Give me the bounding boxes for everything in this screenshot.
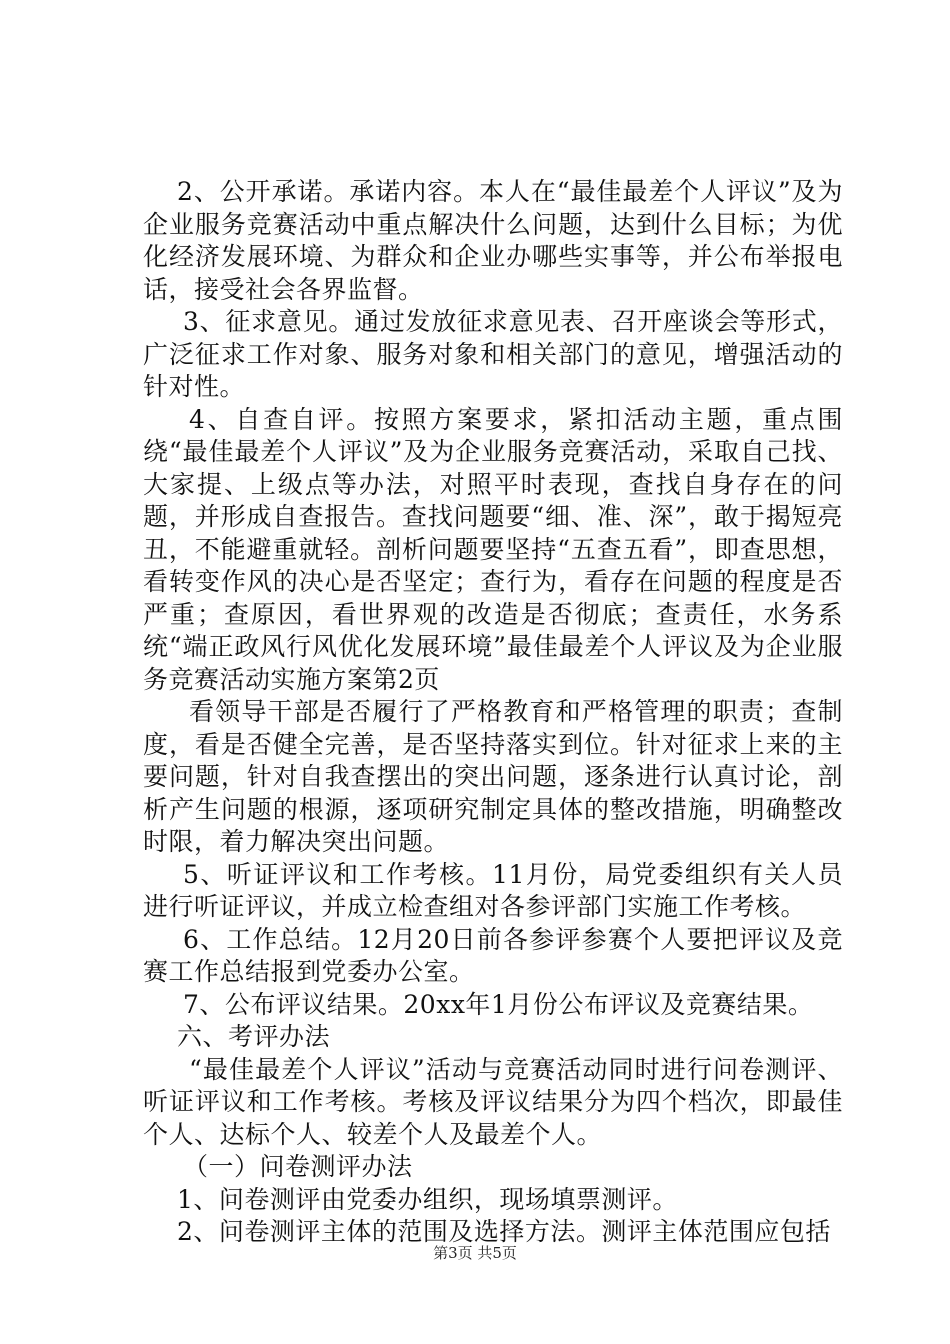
paragraph-evaluation-overview: “最佳最差个人评议”活动与竞赛活动同时进行问卷测评、听证评议和工作考核。考核及评议结果分为四个档次，即最佳个人、达标个人、较差个人及最差个人。	[143, 1054, 843, 1149]
paragraph-self-check: 4、自查自评。按照方案要求，紧扣活动主题，重点围绕“最佳最差个人评议”及为企业服务竞赛活动，采取自己找、大家提、上级点等办法，对照平时表现，查找自身存在的问题，并形成自查报告。查找问题要“细、准、深”，敢于揭短亮丑，不能避重就轻。剖析问题要坚持“五查五看”，即查思想，看转变作风的决心是否坚定；查行为，看存在问题的程度是否严重；查原因，看世界观的改造是否彻底；查责任，水务系统“端正政风行风优化发展环境”最佳最差个人评议及为企业服务竞赛活动实施方案第2页	[143, 404, 843, 694]
paragraph-publish-results: 7、公布评议结果。20xx年1月份公布评议及竞赛结果。	[183, 989, 814, 1019]
section-heading-evaluation-method: 六、考评办法	[177, 1022, 331, 1051]
paragraph-questionnaire-organizer: 1、问卷测评由党委办组织，现场填票测评。	[177, 1184, 678, 1214]
page-footer: 第3页 共5页	[433, 1244, 517, 1262]
paragraph-hearing-review: 5、听证评议和工作考核。11月份，局党委组织有关人员进行听证评议，并成立检查组对各参评部门实施工作考核。	[143, 859, 843, 921]
paragraph-work-summary: 6、工作总结。12月20日前各参评参赛个人要把评议及竞赛工作总结报到党委办公室。	[143, 924, 843, 986]
paragraph-solicit-opinions: 3、征求意见。通过发放征求意见表、召开座谈会等形式，广泛征求工作对象、服务对象和相关部门的意见，增强活动的针对性。	[143, 307, 843, 401]
paragraph-leadership-duties: 看领导干部是否履行了严格教育和严格管理的职责；查制度，看是否健全完善，是否坚持落实到位。针对征求上来的主要问题，针对自我查摆出的突出问题，逐条进行认真讨论，剖析产生问题的根源，逐项研究制定具体的整改措施，明确整改时限，着力解决突出问题。	[143, 697, 843, 856]
document-body	[143, 176, 843, 1249]
paragraph-questionnaire-scope: 2、问卷测评主体的范围及选择方法。测评主体范围应包括	[177, 1217, 831, 1246]
subheading-questionnaire-method: （一）问卷测评办法	[183, 1152, 413, 1181]
paragraph-public-commitment: 2、公开承诺。承诺内容。本人在“最佳最差个人评议”及为企业服务竞赛活动中重点解决什么问题，达到什么目标；为优化经济发展环境、为群众和企业办哪些实事等，并公布举报电话，接受社会各界监督。	[143, 177, 843, 304]
